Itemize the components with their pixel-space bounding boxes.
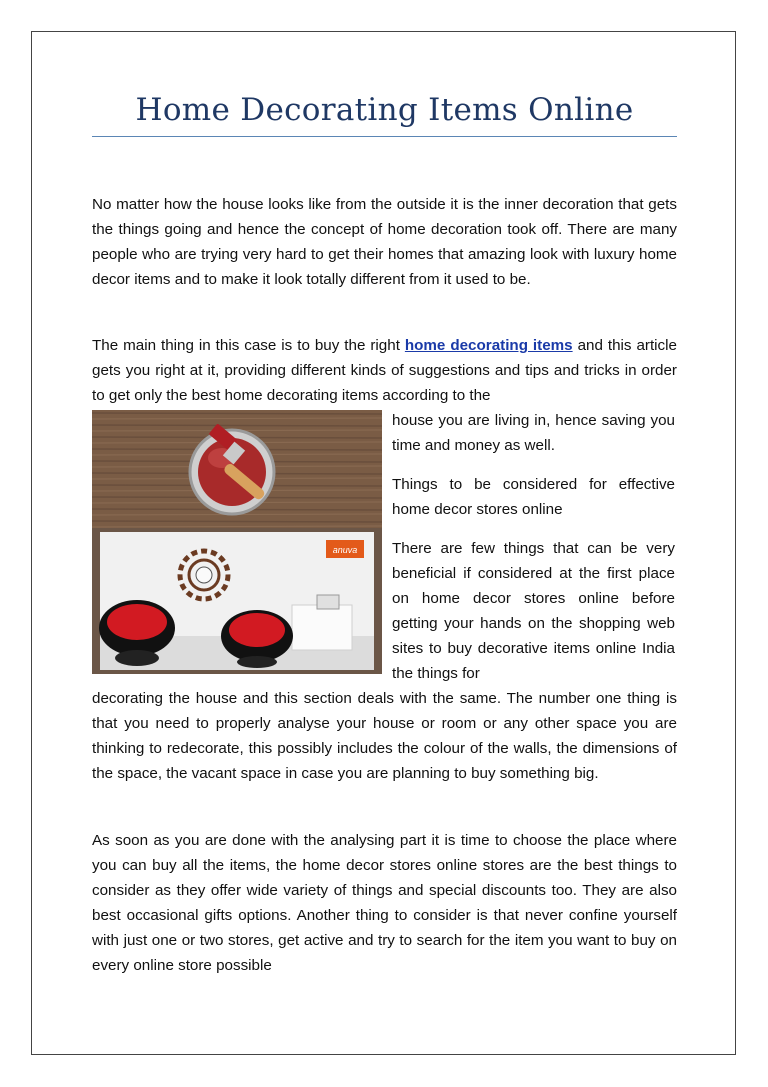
paragraph-analysing: As soon as you are done with the analysing part it is time to choose the place where you can buy all the items, the home decor stores online stores are the best things to consider as they offer wide variety of things and special discounts too. They are also best occasional gifts options. Another thing to consider is that never confine yourself with just one or two stores, get active and try to search for the item you want to buy on every online store possible: [92, 832, 677, 974]
title-underline: [92, 136, 677, 137]
paint-can-photo: [92, 410, 382, 528]
brand-logo-text: anuva: [332, 545, 358, 555]
decor-image: [92, 410, 382, 674]
paragraph-intro: No matter how the house looks like from the outside it is the inner decoration that gets the things going and hence the concept of home decoration took off. There are many people who are trying very hard to get their homes that amazing look with luxury home decor items and to make it look totally different from it used to be.: [92, 196, 677, 288]
paragraph-main-thing-tail: and this article gets you right at it, providing different kinds of suggestions and tips and tricks in order to get only the best home decorating items according to the: [92, 337, 677, 404]
paragraph-beneficial: There are few things that can be very beneficial if considered at the first place on home decor stores online before getting your hands on the shopping web sites to buy decorative items online India the things for: [392, 540, 675, 682]
paragraph-main-thing: [92, 333, 677, 408]
home-decorating-items-link[interactable]: home decorating items: [404, 337, 573, 354]
paragraph-decorating: decorating the house and this section deals with the same. The number one thing is that you need to properly analyse your house or room or any other space you are thinking to redecorate, this possibly includes the colour of the walls, the dimensions of the space, the vacant space in case you are planning to buy something big.: [92, 690, 677, 782]
paragraph-saving: house you are living in, hence saving you time and money as well.: [392, 412, 675, 454]
paragraph-main-thing-lead: The main thing in this case is to buy the right: [92, 337, 405, 354]
living-room-photo: [92, 528, 382, 674]
document-title: Home Decorating Items Online: [135, 92, 634, 128]
decor-photo-collage: [92, 410, 382, 674]
section-heading-effective: Things to be considered for effective home decor stores online: [392, 476, 675, 518]
